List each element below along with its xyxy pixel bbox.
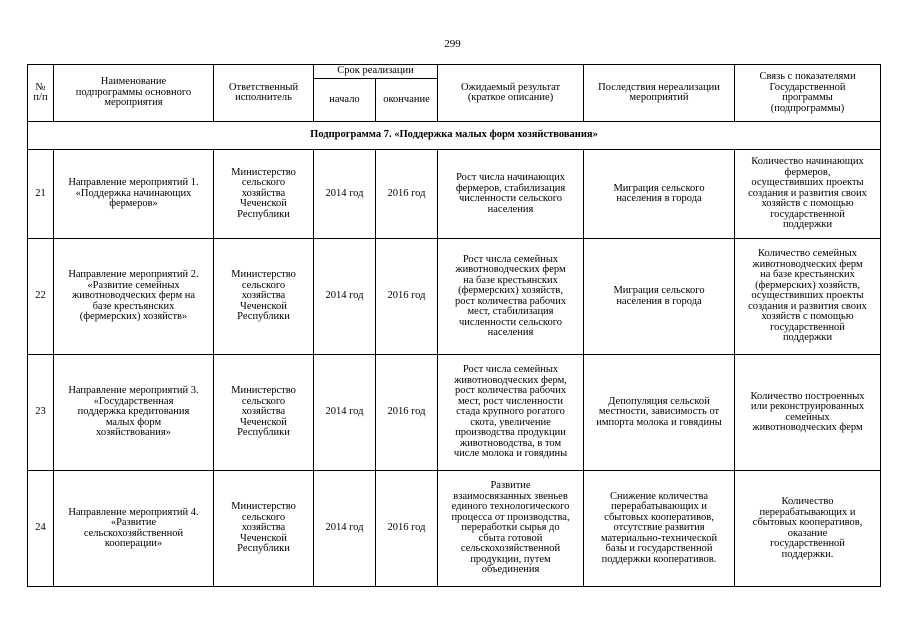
- row-end: 2016 год: [376, 471, 438, 587]
- row-name: Направление мероприятий 2. «Развитие семейных животноводческих ферм на базе крестьянских (фермерских) хозяйств»: [54, 239, 214, 355]
- row-name: Направление мероприятий 3. «Государственная поддержка кредитования малых форм хозяйствования»: [54, 355, 214, 471]
- header-period: Срок реализации: [314, 65, 438, 79]
- row-name: Направление мероприятий 4. «Развитие сельскохозяйственной кооперации»: [54, 471, 214, 587]
- row-start: 2014 год: [314, 471, 376, 587]
- row-result: Развитие взаимосвязанных звеньев единого технологического процесса от производства, переработки сырья до сбыта готовой сельскохозяйственной продукции, путем объединения: [438, 471, 584, 587]
- row-result: Рост числа семейных животноводческих ферм на базе крестьянских (фермерских) хозяйств, рост количества рабочих мест, стабилизация численности сельского населения: [438, 239, 584, 355]
- header-responsible: Ответственный исполнитель: [214, 65, 314, 122]
- row-num: 22: [28, 239, 54, 355]
- header-end: окончание: [376, 79, 438, 122]
- row-link: Количество семейных животноводческих ферм на базе крестьянских (фермерских) хозяйств, осуществивших проекты создания и развития своих хозяйств с помощью государственной поддержки: [735, 239, 881, 355]
- header-result: Ожидаемый результат (краткое описание): [438, 65, 584, 122]
- row-consequences: Миграция сельского населения в города: [584, 150, 735, 239]
- row-end: 2016 год: [376, 150, 438, 239]
- row-name: Направление мероприятий 1. «Поддержка начинающих фермеров»: [54, 150, 214, 239]
- row-responsible: Министерство сельского хозяйства Чеченской Республики: [214, 355, 314, 471]
- row-consequences: Депопуляция сельской местности, зависимость от импорта молока и говядины: [584, 355, 735, 471]
- row-link: Количество построенных или реконструированных семейных животноводческих ферм: [735, 355, 881, 471]
- page-number: 299: [444, 38, 461, 50]
- header-num: № п/п: [28, 65, 54, 122]
- row-start: 2014 год: [314, 150, 376, 239]
- row-responsible: Министерство сельского хозяйства Чеченской Республики: [214, 239, 314, 355]
- row-responsible: Министерство сельского хозяйства Чеченской Республики: [214, 471, 314, 587]
- row-link: Количество начинающих фермеров, осуществивших проекты создания и развития своих хозяйств с помощью государственной поддержки: [735, 150, 881, 239]
- row-end: 2016 год: [376, 239, 438, 355]
- row-link: Количество перерабатывающих и сбытовых кооперативов, оказание государственной поддержки.: [735, 471, 881, 587]
- row-result: Рост числа семейных животноводческих ферм, рост количества рабочих мест, рост численности стада крупного рогатого скота, увеличение производства продукции животноводства, в том числе молока и говядины: [438, 355, 584, 471]
- header-consequences: Последствия нереализации мероприятий: [584, 65, 735, 122]
- row-start: 2014 год: [314, 355, 376, 471]
- row-start: 2014 год: [314, 239, 376, 355]
- row-consequences: Снижение количества перерабатывающих и сбытовых кооперативов, отсутствие развития материально-технической базы и государственной поддержки кооперативов.: [584, 471, 735, 587]
- header-start: начало: [314, 79, 376, 122]
- row-end: 2016 год: [376, 355, 438, 471]
- row-num: 21: [28, 150, 54, 239]
- subprogram-title: Подпрограмма 7. «Поддержка малых форм хозяйствования»: [28, 122, 881, 150]
- row-num: 24: [28, 471, 54, 587]
- table-row: [28, 239, 881, 355]
- header-link: Связь с показателями Государственной программы (подпрограммы): [735, 65, 881, 122]
- table-row: [28, 355, 881, 471]
- row-consequences: Миграция сельского населения в города: [584, 239, 735, 355]
- table-row: [28, 471, 881, 587]
- row-result: Рост числа начинающих фермеров, стабилизация численности сельского населения: [438, 150, 584, 239]
- row-num: 23: [28, 355, 54, 471]
- program-table: [27, 64, 881, 587]
- table-row: [28, 150, 881, 239]
- row-responsible: Министерство сельского хозяйства Чеченской Республики: [214, 150, 314, 239]
- header-name: Наименование подпрограммы основного мероприятия: [54, 65, 214, 122]
